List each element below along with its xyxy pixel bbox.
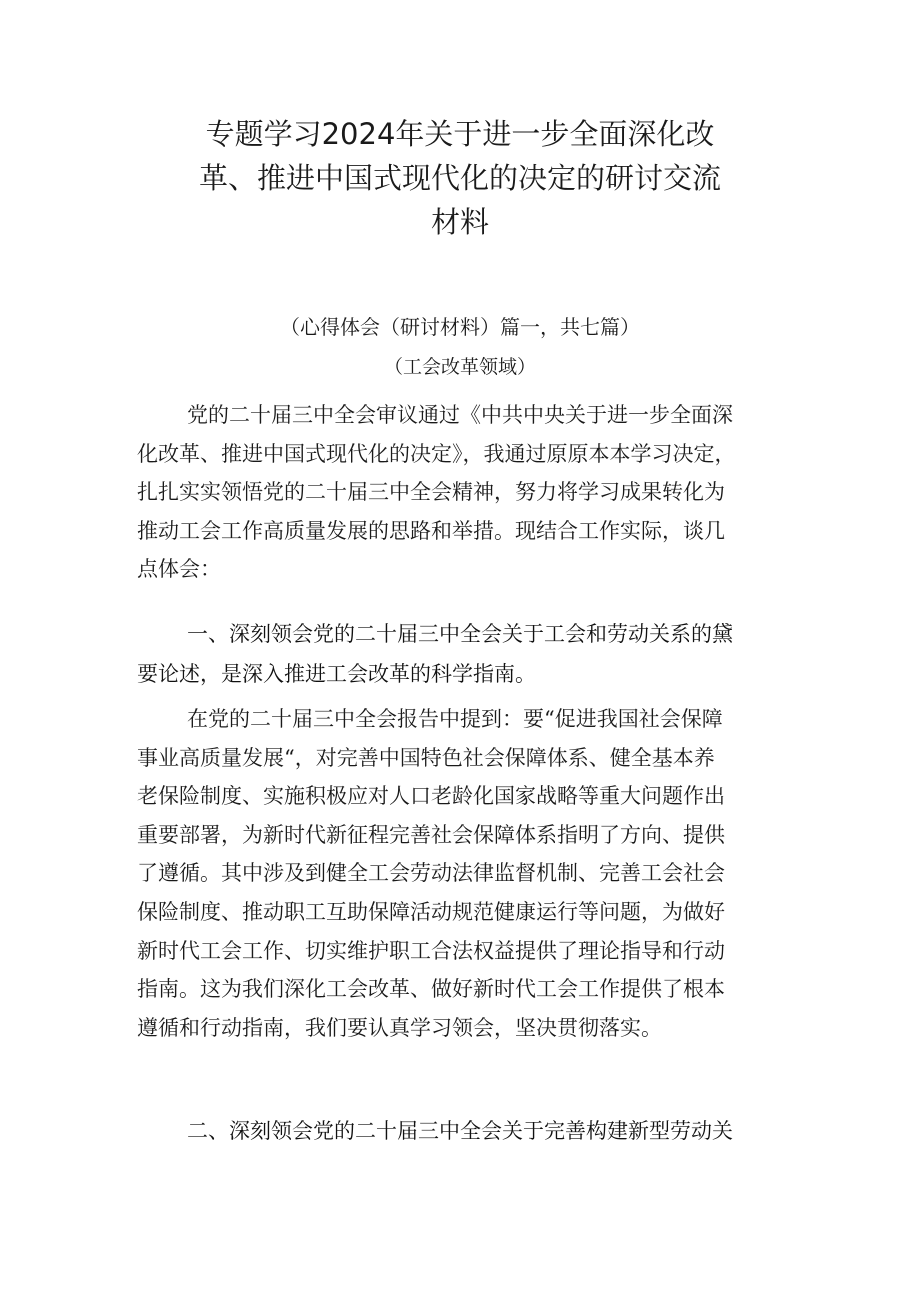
- document-subtitle: （心得体会（研讨材料）篇一，共七篇）: [280, 315, 640, 339]
- text-line: 新时代工会工作、切实维护职工合法权益提供了理论指导和行动: [137, 938, 725, 963]
- text-line: 在党的二十届三中全会报告中提到：要“促进我国社会保障: [187, 707, 723, 731]
- heading-line: 一、深刻领会党的二十届三中全会关于工会和劳动关系的黛: [187, 622, 733, 646]
- text-line: 保险制度、推动职工互助保障活动规范健康运行等问题，为做好: [137, 899, 725, 924]
- text-line: 扎扎实实领悟党的二十届三中全会精神，努力将学习成果转化为: [137, 480, 725, 505]
- document-title: [140, 112, 780, 244]
- title-line: 专题学习2024年关于进一步全面深化改: [205, 117, 715, 151]
- text-line: 指南。这为我们深化工会改革、做好新时代工会工作提供了根本: [137, 977, 725, 1002]
- heading-line: 二、深刻领会党的二十届三中全会关于完善构建新型劳动关: [187, 1119, 733, 1143]
- section-2-heading: [137, 1111, 787, 1151]
- section-1-body: [137, 700, 787, 1047]
- text-line: 了遵循。其中涉及到健全工会劳动法律监督机制、完善工会社会: [137, 861, 725, 886]
- section-1-heading: [137, 614, 787, 694]
- text-line: 遵循和行动指南，我们要认真学习领会，坚决贯彻落实。: [137, 1015, 662, 1040]
- heading-line: 要论述，是深入推进工会改革的科学指南。: [137, 662, 536, 686]
- text-line: 党的二十届三中全会审议通过《中共中央关于进一步全面深: [187, 403, 733, 427]
- text-line: 推动工会工作高质量发展的思路和举措。现结合工作实际，谈几: [137, 518, 725, 543]
- text-line: 点体会：: [137, 557, 221, 582]
- text-line: 化改革、推进中国式现代化的决定》，我通过原原本本学习决定，: [137, 441, 736, 466]
- text-line: 老保险制度、实施积极应对人口老龄化国家战略等重大问题作出: [137, 784, 725, 809]
- area-note: （工会改革领域）: [383, 356, 536, 378]
- text-line: 重要部署，为新时代新征程完善社会保障体系指明了方向、提供: [137, 822, 725, 847]
- title-line: 材料: [430, 205, 489, 239]
- text-line: 事业高质量发展“，对完善中国特色社会保障体系、健全基本养: [137, 745, 715, 770]
- intro-paragraph: [137, 396, 787, 589]
- title-line: 革、推进中国式现代化的决定的研讨交流: [198, 161, 721, 195]
